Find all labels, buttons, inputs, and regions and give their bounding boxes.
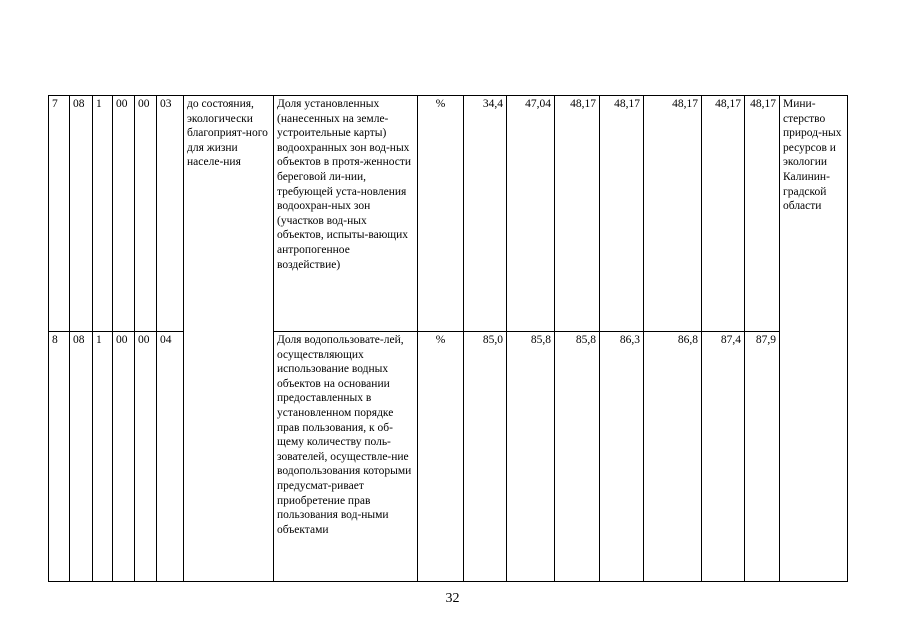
row-code-cell: 00 <box>113 96 135 332</box>
value-cell: 86,3 <box>600 332 644 582</box>
unit-cell: % <box>418 332 464 582</box>
value-cell: 85,8 <box>507 332 555 582</box>
row-code-cell: 1 <box>93 332 113 582</box>
value-cell: 85,0 <box>464 332 507 582</box>
value-cell: 48,17 <box>702 96 745 332</box>
responsible-cell: Мини-стерство природ-ных ресурсов и экологии Калинин-градской области <box>780 96 848 582</box>
indicator-table <box>48 95 848 582</box>
value-cell: 87,9 <box>745 332 780 582</box>
row-code-cell: 00 <box>135 96 157 332</box>
indicator-cell: Доля водопользовате-лей, осуществляющих использование водных объектов на основании предоставленных в установленном порядке прав пользования, к об-щему количеству поль-зователей, осуществле-ние водопользования которыми предусмат-ривает приобретение прав пользования вод-ными объектами <box>274 332 418 582</box>
value-cell: 34,4 <box>464 96 507 332</box>
row-code-cell: 8 <box>49 332 70 582</box>
value-cell: 47,04 <box>507 96 555 332</box>
row-code-cell: 1 <box>93 96 113 332</box>
value-cell: 87,4 <box>702 332 745 582</box>
row-code-cell: 04 <box>157 332 184 582</box>
value-cell: 48,17 <box>600 96 644 332</box>
value-cell: 48,17 <box>644 96 702 332</box>
value-cell: 85,8 <box>555 332 600 582</box>
value-cell: 48,17 <box>745 96 780 332</box>
table-row <box>49 332 848 582</box>
row-code-cell: 00 <box>135 332 157 582</box>
table-row <box>49 96 848 332</box>
value-cell: 48,17 <box>555 96 600 332</box>
row-code-cell: 7 <box>49 96 70 332</box>
goal-cell: до состояния, экологически благоприят-ного для жизни населе-ния <box>184 96 274 582</box>
row-code-cell: 08 <box>70 96 93 332</box>
row-code-cell: 03 <box>157 96 184 332</box>
page-number: 32 <box>445 591 460 606</box>
row-code-cell: 08 <box>70 332 93 582</box>
row-code-cell: 00 <box>113 332 135 582</box>
indicator-cell: Доля установленных (нанесенных на земле-устроительные карты) водоохранных зон вод-ных объектов в протя-женности береговой ли-нии, требующей уста-новления водоохран-ных зон (участков вод-ных объектов, испыты-вающих антропогенное воздействие) <box>274 96 418 332</box>
value-cell: 86,8 <box>644 332 702 582</box>
unit-cell: % <box>418 96 464 332</box>
